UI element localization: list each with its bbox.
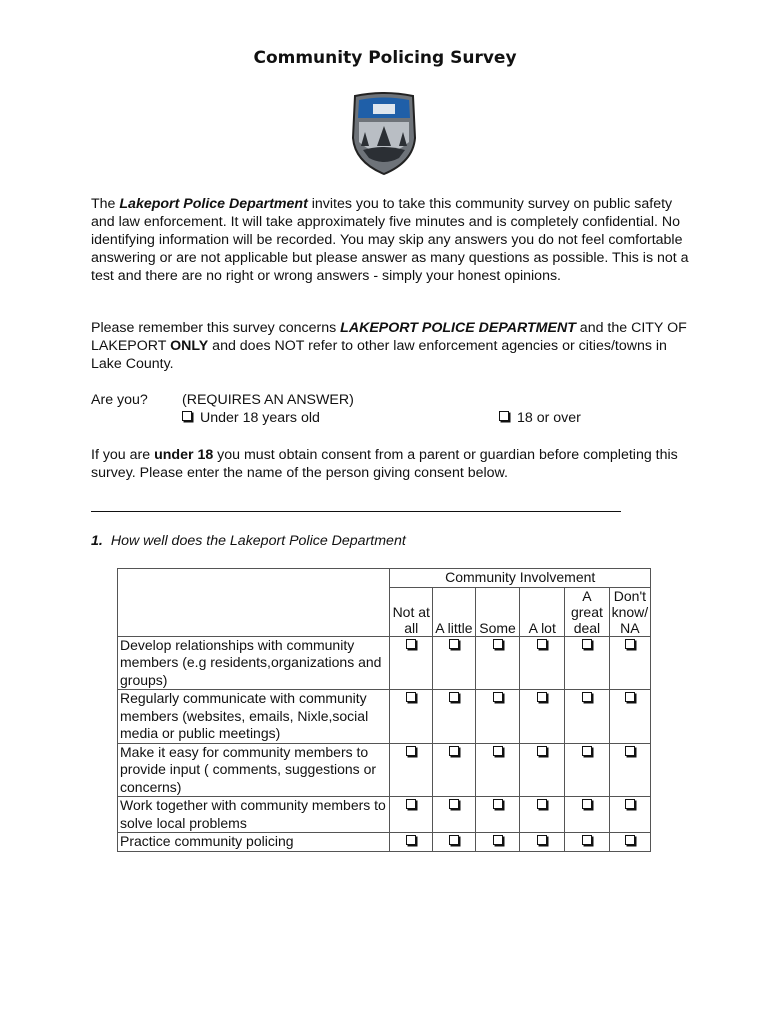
checkbox-icon[interactable]: [625, 692, 635, 702]
checkbox-icon[interactable]: [537, 799, 547, 809]
column-header: Some: [475, 587, 520, 636]
rating-cell[interactable]: [520, 636, 565, 690]
checkbox-icon[interactable]: [406, 835, 416, 845]
rating-cell[interactable]: [433, 833, 476, 852]
row-statement: Practice community policing: [118, 833, 390, 852]
table-row: [118, 636, 651, 690]
row-statement: Make it easy for community members to provide input ( comments, suggestions or concerns): [118, 743, 390, 797]
consent-paragraph: If you are under 18 you must obtain consent from a parent or guardian before completing this survey. Please enter the name of the person giving consent below.: [91, 447, 678, 481]
column-header: Don't know/ NA: [609, 587, 650, 636]
rating-cell[interactable]: [475, 797, 520, 833]
checkbox-icon[interactable]: [406, 746, 416, 756]
rating-cell[interactable]: [565, 690, 610, 744]
checkbox-icon[interactable]: [406, 799, 416, 809]
scope-paragraph: Please remember this survey concerns LAKEPORT POLICE DEPARTMENT and the CITY OF LAKEPORT ONLY and does NOT refer to other law enforcement agencies or cities/towns in Lake County.: [91, 320, 687, 372]
rating-cell[interactable]: [390, 743, 433, 797]
age-option-18-or-over[interactable]: 18 or over: [499, 409, 581, 427]
checkbox-icon[interactable]: [493, 692, 503, 702]
rating-cell[interactable]: [475, 690, 520, 744]
rating-cell[interactable]: [565, 636, 610, 690]
rating-cell[interactable]: [520, 690, 565, 744]
rating-cell[interactable]: [609, 797, 650, 833]
rating-cell[interactable]: [390, 833, 433, 852]
column-header: Not at all: [390, 587, 433, 636]
rating-cell[interactable]: [433, 743, 476, 797]
age-option-under-18[interactable]: Under 18 years old: [182, 409, 320, 427]
checkbox-icon[interactable]: [449, 692, 459, 702]
table-corner: [118, 569, 390, 637]
checkbox-icon[interactable]: [625, 639, 635, 649]
table-row: [118, 797, 651, 833]
row-statement: Develop relationships with community members (e.g residents,organizations and groups): [118, 636, 390, 690]
checkbox-icon[interactable]: [449, 835, 459, 845]
rating-cell[interactable]: [520, 743, 565, 797]
rating-cell[interactable]: [609, 636, 650, 690]
group-header: Community Involvement: [390, 569, 651, 588]
checkbox-icon[interactable]: [582, 799, 592, 809]
checkbox-icon[interactable]: [625, 746, 635, 756]
question-1: 1. How well does the Lakeport Police Department: [91, 533, 406, 549]
column-header: A lot: [520, 587, 565, 636]
police-badge-logo: [349, 92, 419, 176]
checkbox-icon[interactable]: [499, 411, 509, 421]
page-title: Community Policing Survey: [253, 48, 517, 68]
table-row: [118, 743, 651, 797]
rating-cell[interactable]: [390, 636, 433, 690]
rating-cell[interactable]: [433, 636, 476, 690]
rating-cell[interactable]: [475, 743, 520, 797]
row-statement: Regularly communicate with community members (websites, emails, Nixle,social media or public meetings): [118, 690, 390, 744]
checkbox-icon[interactable]: [537, 746, 547, 756]
column-header: A little: [433, 587, 476, 636]
age-label: Are you?: [91, 392, 148, 408]
rating-cell[interactable]: [565, 743, 610, 797]
checkbox-icon[interactable]: [449, 799, 459, 809]
community-involvement-table: [117, 568, 651, 852]
checkbox-icon[interactable]: [406, 692, 416, 702]
rating-cell[interactable]: [390, 797, 433, 833]
rating-cell[interactable]: [520, 797, 565, 833]
checkbox-icon[interactable]: [449, 639, 459, 649]
rating-cell[interactable]: [520, 833, 565, 852]
rating-cell[interactable]: [475, 636, 520, 690]
table-row: [118, 833, 651, 852]
rating-cell[interactable]: [475, 833, 520, 852]
checkbox-icon[interactable]: [493, 835, 503, 845]
consent-name-field[interactable]: [91, 511, 621, 512]
checkbox-icon[interactable]: [406, 639, 416, 649]
rating-cell[interactable]: [609, 833, 650, 852]
table-row: [118, 690, 651, 744]
rating-cell[interactable]: [390, 690, 433, 744]
checkbox-icon[interactable]: [582, 835, 592, 845]
checkbox-icon[interactable]: [582, 639, 592, 649]
intro-paragraph: The Lakeport Police Department invites you to take this community survey on public safety and law enforcement. It will take approximately five minutes and is completely confidential. No identifying information will be recorded. You may skip any answers you do not feel comfortable answering or are not applicable but please answer as many questions as possible. This is not a test and there are no right or wrong answers - simply your honest opinions.: [91, 196, 689, 284]
checkbox-icon[interactable]: [493, 639, 503, 649]
rating-cell[interactable]: [609, 743, 650, 797]
rating-cell[interactable]: [565, 833, 610, 852]
rating-cell[interactable]: [433, 797, 476, 833]
checkbox-icon[interactable]: [493, 746, 503, 756]
checkbox-icon[interactable]: [625, 835, 635, 845]
rating-cell[interactable]: [609, 690, 650, 744]
checkbox-icon[interactable]: [182, 411, 192, 421]
checkbox-icon[interactable]: [625, 799, 635, 809]
column-header: A great deal: [565, 587, 610, 636]
checkbox-icon[interactable]: [449, 746, 459, 756]
checkbox-icon[interactable]: [537, 692, 547, 702]
rating-cell[interactable]: [565, 797, 610, 833]
checkbox-icon[interactable]: [537, 835, 547, 845]
checkbox-icon[interactable]: [537, 639, 547, 649]
checkbox-icon[interactable]: [582, 692, 592, 702]
row-statement: Work together with community members to solve local problems: [118, 797, 390, 833]
age-required-note: (REQUIRES AN ANSWER): [182, 392, 354, 408]
checkbox-icon[interactable]: [493, 799, 503, 809]
rating-cell[interactable]: [433, 690, 476, 744]
checkbox-icon[interactable]: [582, 746, 592, 756]
